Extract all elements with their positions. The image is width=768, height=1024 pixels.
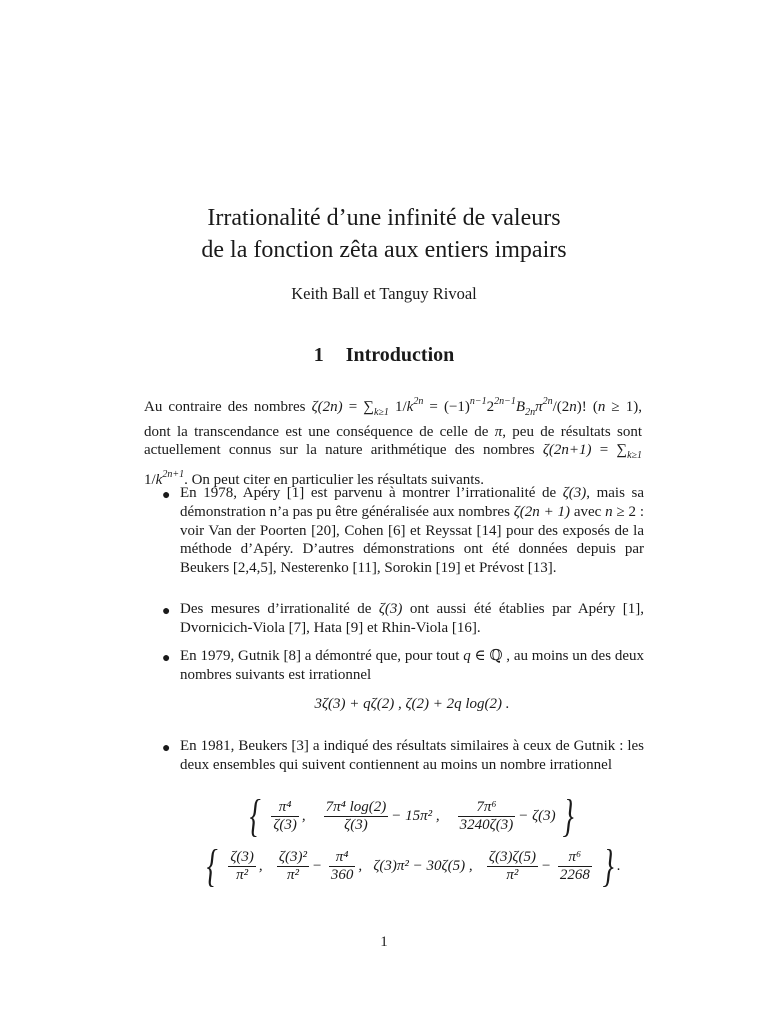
bullet-text: En 1981, Beukers [3] a indiqué des résultats similaires à ceux de Gutnik : les deux ensembles qui suivent contiennent au moins un nombre irrationnel [180,738,644,773]
bullet-text: avec [570,503,606,520]
math-exp: n−1 [469,396,487,407]
display-formula-beukers-set-2: { $\frac{\zeta(3)}{\text{π²}}$ , $\frac{\text{ζ(3)²}}{\text{π²}}$ − $\frac{\text{π⁴}}{360}$ , ζ(3)π² − 30ζ(5) , $\frac{\zeta(3)\zeta(5)}{\text{π²}}$ − $\frac{\text{π⁶}}{2268}$ } . [206,840,621,891]
math-exp: 2n−1 [494,396,516,407]
bullet-item-mesures [180,600,644,638]
math-k: k [406,399,414,415]
bullet-item-gutnik [180,647,644,685]
bullet-text: ≥ 2 : voir Van der Poorten [20], Cohen [6] et Reyssat [14] pour des exposés de la méthode d’Apéry. D’autres démonstrations ont été données depuis par Beukers [2,4,5], Nesterenko [11], Sorokin [19] et Prévost [13]. [180,503,644,577]
bullet-marker: ● [162,604,171,619]
intro-paragraph [144,393,642,489]
bullet-item-beukers [180,737,644,775]
intro-text: = (−1) [423,399,470,415]
math-sum-index: k≥1 [627,450,642,462]
fraction: $\frac{\zeta(3)\zeta(5)}{\text{π²}}$ [488,848,536,883]
bullet-text: ∈ ℚ , au moins un des deux nombres suivants est irrationnel [180,648,644,683]
intro-text: )! [576,399,587,415]
fraction: $\frac{\text{7π⁴ log(2)}}{\zeta(3)}$ [325,798,387,833]
paper-title-line-2: de la fonction zêta aux entiers impairs [201,237,567,263]
intro-text: 2 [486,399,495,415]
left-brace: { [249,790,261,841]
bullet-text: Des mesures d’irrationalité de [180,601,379,617]
bullet-marker: ● [162,488,171,503]
page-number: 1 [380,934,388,950]
intro-text: /(2 [552,399,570,415]
intro-text: 1/ [388,399,407,415]
math-n: n [605,503,613,520]
right-brace: } [563,790,575,841]
fraction: $\frac{\text{π⁴}}{\zeta(3)}$ [273,798,297,833]
display-formula-gutnik: 3ζ(3) + qζ(2) , ζ(2) + 2q log(2) . [314,696,510,712]
bullet-marker: ● [162,741,171,756]
math-sum-index: k≥1 [373,407,389,418]
display-formula-beukers-set-1: { $\frac{\text{π⁴}}{\zeta(3)}$ , $\frac{\text{7π⁴ log(2)}}{\zeta(3)}$ − 15π² , $\frac{\text{7π⁶}}{3240\zeta(3)}$ − ζ(3) } [249,790,575,841]
math-n: n [597,399,606,415]
math-q: q [463,648,471,664]
fraction: $\frac{\text{π⁴}}{360}$ [330,848,354,883]
intro-text: ≥ 1), dont la transcendance est une conséquence de celle de [144,399,642,440]
left-brace: { [206,840,218,891]
intro-text: = [342,399,364,415]
authors: Keith Ball et Tanguy Rivoal [291,284,477,303]
math-zeta-2n1: ζ(2n + 1) [513,503,571,520]
bullet-text: En 1979, Gutnik [8] a démontré que, pour tout [180,648,464,664]
math-zeta-2n: ζ(2n) [311,399,343,415]
math-pi: π [535,399,543,415]
bullet-item-apery [180,484,644,578]
intro-text: = [591,442,617,459]
math-zeta-3: ζ(3) [378,601,403,617]
section-number: 1 [313,344,324,366]
math-n: n [569,399,577,415]
section-title: Introduction [345,344,455,366]
math-exp: 2n+1 [162,468,185,480]
math-zeta-2n1: ζ(2n+1) [542,442,592,459]
formula-term: ζ(3)π² − 30ζ(5) , [373,857,473,874]
math-pi: π [494,423,503,440]
math-sum: ∑ [363,399,374,415]
intro-text: 1/ [144,471,156,488]
bullet-text: ont aussi été établies par Apéry [1], Dvornicich-Viola [7], Hata [9] et Rhin-Viola [16]. [180,601,644,636]
math-sub: 2n [525,407,536,418]
bullet-text: , mais sa démonstration n’a pas pu être généralisée aux nombres [180,485,645,520]
math-exp: 2n [542,396,553,407]
math-bernoulli: B [515,399,526,415]
bullet-marker: ● [162,651,171,666]
right-brace: } [602,840,614,891]
fraction: $\frac{\text{ζ(3)²}}{\text{π²}}$ [278,848,307,883]
section-heading [0,344,768,367]
intro-text: ( [592,399,598,415]
math-zeta-3: ζ(3) [562,485,587,501]
fraction: $\frac{\text{π⁶}}{2268}$ [559,848,590,883]
intro-text: , peu de résultats sont actuellement connus sur la nature arithmétique des nombres [144,423,642,459]
fraction: $\frac{\zeta(3)}{\text{π²}}$ [230,848,254,883]
fraction: $\frac{\text{7π⁶}}{3240\zeta(3)}$ [459,798,514,833]
paper-title-line-1: Irrationalité d’une infinité de valeurs [207,205,561,231]
math-k: k [155,471,163,488]
intro-text: Au contraire des nombres [144,399,312,415]
math-exp: 2n [413,396,424,407]
math-sum: ∑ [616,442,628,459]
intro-text: . On peut citer en particulier les résultats suivants. [184,471,485,488]
bullet-text: En 1978, Apéry [1] est parvenu à montrer l’irrationalité de [180,485,563,501]
